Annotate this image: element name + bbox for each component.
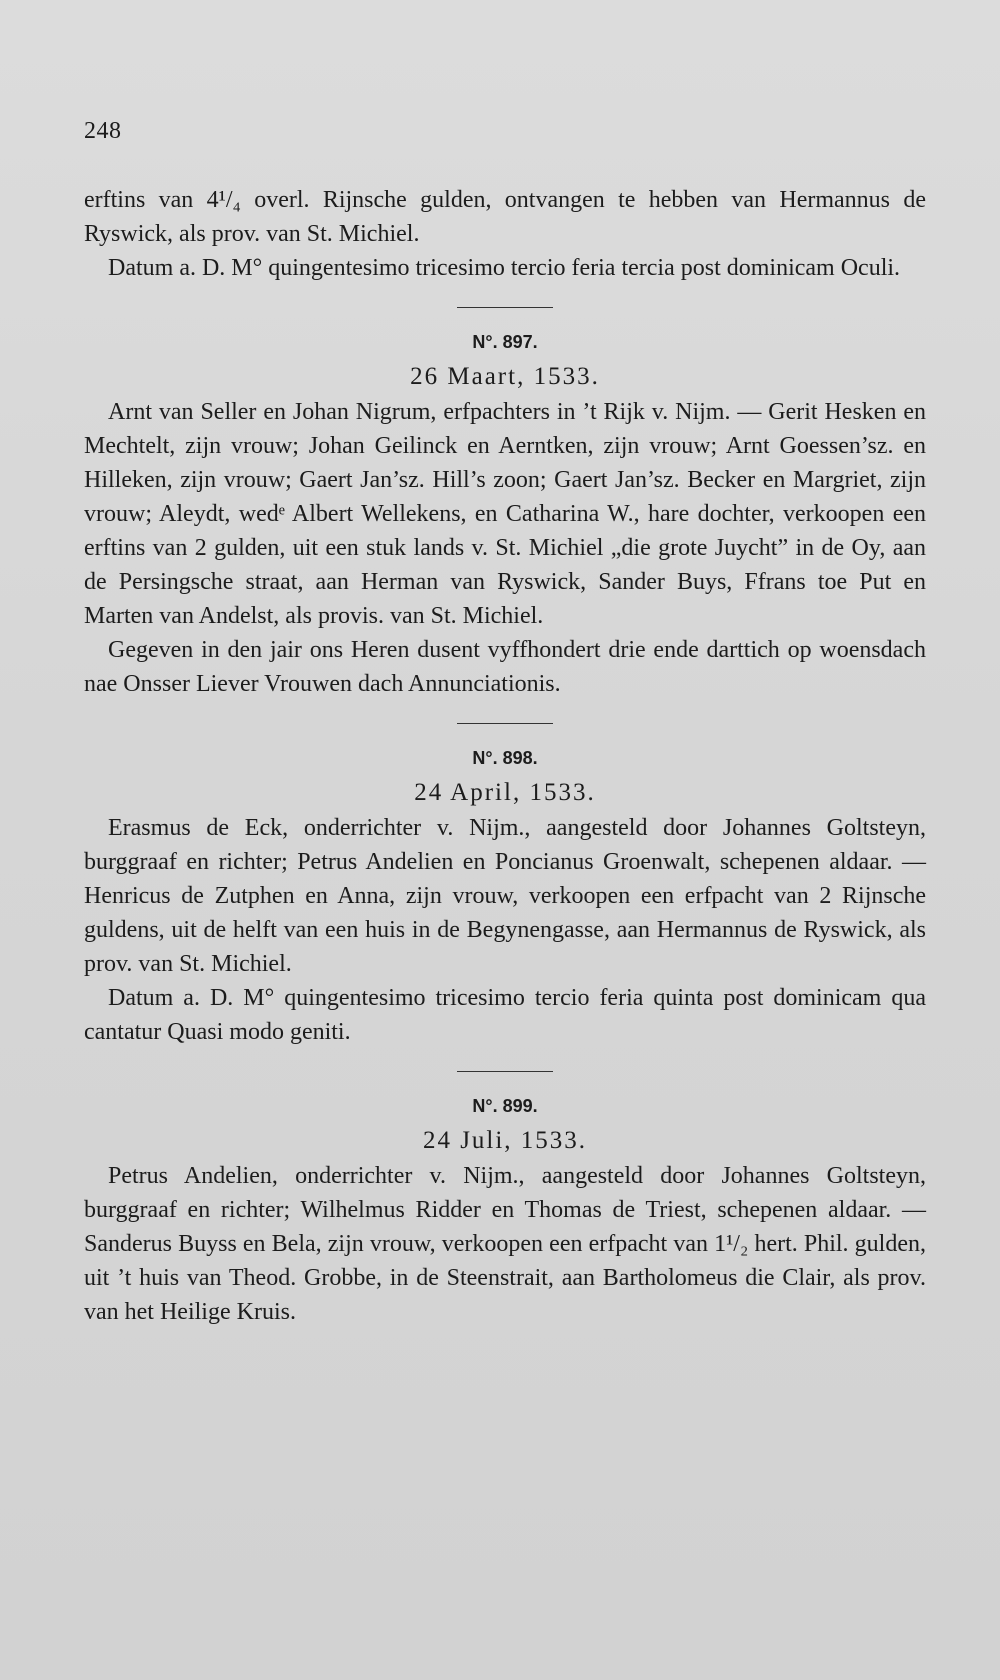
entry-number: N°. 898.	[472, 748, 538, 768]
entry-899	[84, 1096, 926, 1329]
entry-897	[84, 332, 926, 701]
intro-dating-clause: Datum a. D. M° quingentesimo tricesimo tercio feria tercia post dominicam Oculi.	[108, 255, 901, 281]
entry-898	[84, 748, 926, 1049]
entry-body: Petrus Andelien, onderrichter v. Nijm., aangesteld door Johannes Goltsteyn, burggraaf en richter; Wilhelmus Ridder en Thomas de Triest, schepenen aldaar. — Sanderus Buyss en Bela, zijn vrouw, verkoopen een erfpacht van 1¹/₂ hert. Phil. gulden, uit ’t huis van Theod. Grobbe, in de Steenstrait, aan Bartholomeus die Clair, als prov. van het Heilige Kruis.	[84, 1163, 926, 1325]
section-divider	[457, 307, 553, 308]
section-divider	[457, 723, 553, 724]
entry-dating-clause: Datum a. D. M° quingentesimo tricesimo tercio feria quinta post dominicam qua cantatur Quasi modo geniti.	[84, 985, 926, 1045]
entry-date: 24 April, 1533.	[414, 779, 596, 806]
entry-date: 24 Juli, 1533.	[422, 1127, 588, 1154]
page-number: 248	[84, 118, 122, 144]
entry-dating-clause: Gegeven in den jair ons Heren dusent vyffhondert drie ende darttich op woensdach nae Onsser Liever Vrouwen dach Annunciationis.	[84, 637, 926, 697]
entry-body: Erasmus de Eck, onderrichter v. Nijm., aangesteld door Johannes Goltsteyn, burggraaf en richter; Petrus Andelien en Poncianus Groenwalt, schepenen aldaar. — Henricus de Zutphen en Anna, zijn vrouw, verkoopen een erfpacht van 2 Rijnsche guldens, uit de helft van een huis in de Begynengasse, aan Hermannus de Ryswick, als prov. van St. Michiel.	[84, 815, 926, 977]
entry-body: Arnt van Seller en Johan Nigrum, erfpachters in ’t Rijk v. Nijm. — Gerit Hesken en Mechtelt, zijn vrouw; Johan Geilinck en Aerntken, zijn vrouw; Arnt Goessen’sz. en Hilleken, zijn vrouw; Gaert Jan’sz. Hill’s zoon; Gaert Jan’sz. Becker en Margriet, zijn vrouw; Aleydt, wedᵉ Albert Wellekens, en Catharina W., hare dochter, verkoopen een erftins van 2 gulden, uit een stuk lands v. St. Michiel „die grote Juycht” in de Oy, aan de Persingsche straat, aan Herman van Ryswick, Sander Buys, Ffrans toe Put en Marten van Andelst, als provis. van St. Michiel.	[84, 399, 926, 629]
intro-paragraph: erftins van 4¹/₄ overl. Rijnsche gulden, ontvangen te hebben van Hermannus de Ryswick, als prov. van St. Michiel.	[84, 187, 926, 247]
entry-date: 26 Maart, 1533.	[410, 363, 600, 390]
entry-number: N°. 899.	[472, 1096, 538, 1116]
entry-number: N°. 897.	[472, 332, 538, 352]
section-divider	[457, 1071, 553, 1072]
page-content	[84, 118, 926, 1329]
